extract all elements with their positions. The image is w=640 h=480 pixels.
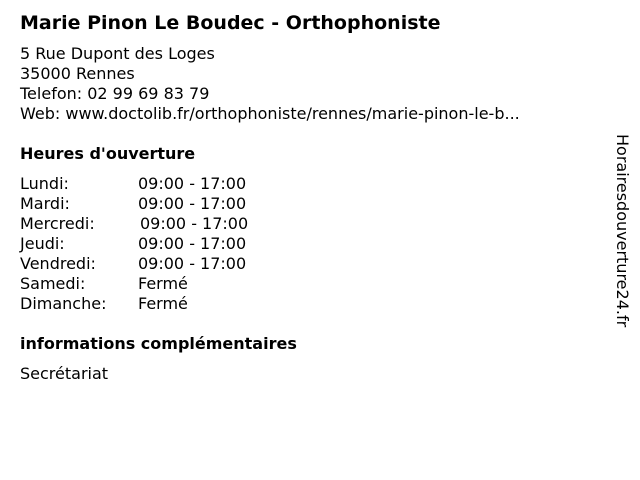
additional-info-heading: informations complémentaires (20, 334, 297, 353)
time-value: 09:00 - 17:00 (138, 174, 247, 193)
site-watermark (612, 134, 634, 344)
additional-info-text: Secrétariat (20, 364, 109, 383)
address-street: 5 Rue Dupont des Loges (20, 44, 215, 63)
day-label: Dimanche: (20, 294, 107, 313)
day-label: Jeudi: (20, 234, 65, 253)
day-label: Mercredi: (20, 214, 95, 233)
time-value: 09:00 - 17:00 (140, 214, 249, 233)
contact-block (20, 44, 520, 124)
address-city: 35000 Rennes (20, 64, 135, 83)
phone-line: Telefon: 02 99 69 83 79 (20, 84, 210, 103)
time-value: 09:00 - 17:00 (138, 194, 247, 213)
opening-hours-heading: Heures d'ouverture (20, 144, 196, 163)
watermark-text: Horairesdouverture24.fr (613, 134, 632, 328)
day-label: Lundi: (20, 174, 69, 193)
time-value: Fermé (138, 274, 188, 293)
time-value: 09:00 - 17:00 (138, 234, 247, 253)
time-value: Fermé (138, 294, 188, 313)
business-title: Marie Pinon Le Boudec - Orthophoniste (20, 12, 441, 34)
day-label: Mardi: (20, 194, 70, 213)
time-value: 09:00 - 17:00 (138, 254, 247, 273)
day-label: Vendredi: (20, 254, 96, 273)
website-line: Web: www.doctolib.fr/orthophoniste/rennes/marie-pinon-le-b... (20, 104, 520, 123)
day-label: Samedi: (20, 274, 86, 293)
